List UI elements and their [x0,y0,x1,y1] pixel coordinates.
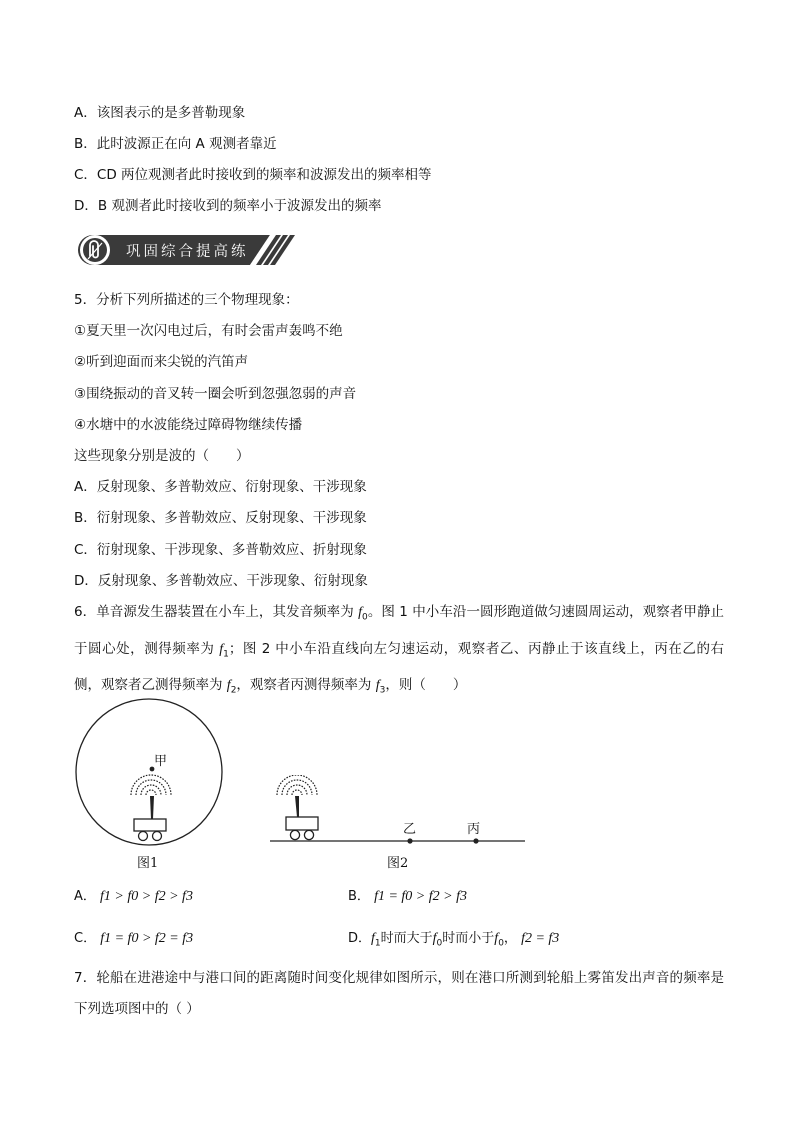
q6-option-a: A． f1 > f0 > f2 > f3 [74,889,193,904]
figure-1 [70,695,230,855]
q5-stem: 5．分析下列所描述的三个物理现象： [74,292,299,308]
cart-wheel [290,830,299,839]
q5-option-d: D．反射现象、多普勒效应、干涉现象、衍射现象 [74,573,368,589]
section-title: 巩固综合提高练 [126,244,249,260]
cart-wheel [139,832,148,841]
q7-stem: 7．轮船在进港途中与港口间的距离随时间变化规律如图所示，则在港口所测到轮船上雾笛发出声音的频率是下列选项图中的（ ） [74,970,724,1017]
q6-stem: 6．单音源发生器装置在小车上，其发音频率为 $f_0$。图 1 中小车沿一圆形跑道做匀速圆周运动，观察者甲静止于圆心处，测得频率为 $f_1$；图 2 中小车沿直线向左匀速运动，观察者乙、丙静止于该直线上，丙在乙的右侧，观察者乙测得频率为 $f_2$，观察者丙测得频率为 $f_3$，则（ ） [74,604,725,697]
q6-option-c: C． f1 = f0 > f2 = f3 [74,931,194,946]
observer-yi-label: 乙 [403,822,417,837]
cart-body [286,817,318,830]
sound-source-icon [277,775,317,795]
observer-yi-dot [407,838,412,843]
cart-wheel [153,832,162,841]
observer-bing-label: 丙 [467,822,481,837]
observer-bing-dot [473,838,478,843]
q6-option-d: D．$f_1$时而大于$f_0$时而小于$f_0$， f2 = f3 [348,931,560,949]
q4-option-b: B．此时波源正在向 A 观测者靠近 [74,136,277,152]
q5-ask: 这些现象分别是波的（ ） [74,448,250,464]
q5-item-2: ②听到迎面而来尖锐的汽笛声 [74,354,249,370]
q4-option-d: D．B 观测者此时接收到的频率小于波源发出的频率 [74,198,382,214]
figure-2 [265,775,530,845]
figure-2-caption: 图2 [387,856,409,871]
q5-option-b: B．衍射现象、多普勒效应、反射现象、干涉现象 [74,510,367,526]
q5-item-4: ④水塘中的水波能绕过障碍物继续传播 [74,417,303,433]
q5-item-3: ③围绕振动的音叉转一圈会听到忽强忽弱的声音 [74,386,357,402]
q5-option-c: C．衍射现象、干涉现象、多普勒效应、折射现象 [74,542,367,558]
figure-1-caption: 图1 [137,856,159,871]
clip-badge-icon [76,231,114,269]
q4-option-a: A．该图表示的是多普勒现象 [74,105,246,121]
q5-item-1: ①夏天里一次闪电过后，有时会雷声轰鸣不绝 [74,323,343,339]
sound-source-icon [131,775,171,795]
cart-body [134,819,166,831]
cart-wheel [304,830,313,839]
section-banner [74,231,296,269]
observer-jia-label: 甲 [154,754,168,769]
q6-option-b: B． f1 = f0 > f2 > f3 [348,889,467,904]
q4-option-c: C．CD 两位观测者此时接收到的频率和波源发出的频率相等 [74,167,432,183]
q5-option-a: A．反射现象、多普勒效应、衍射现象、干涉现象 [74,479,367,495]
